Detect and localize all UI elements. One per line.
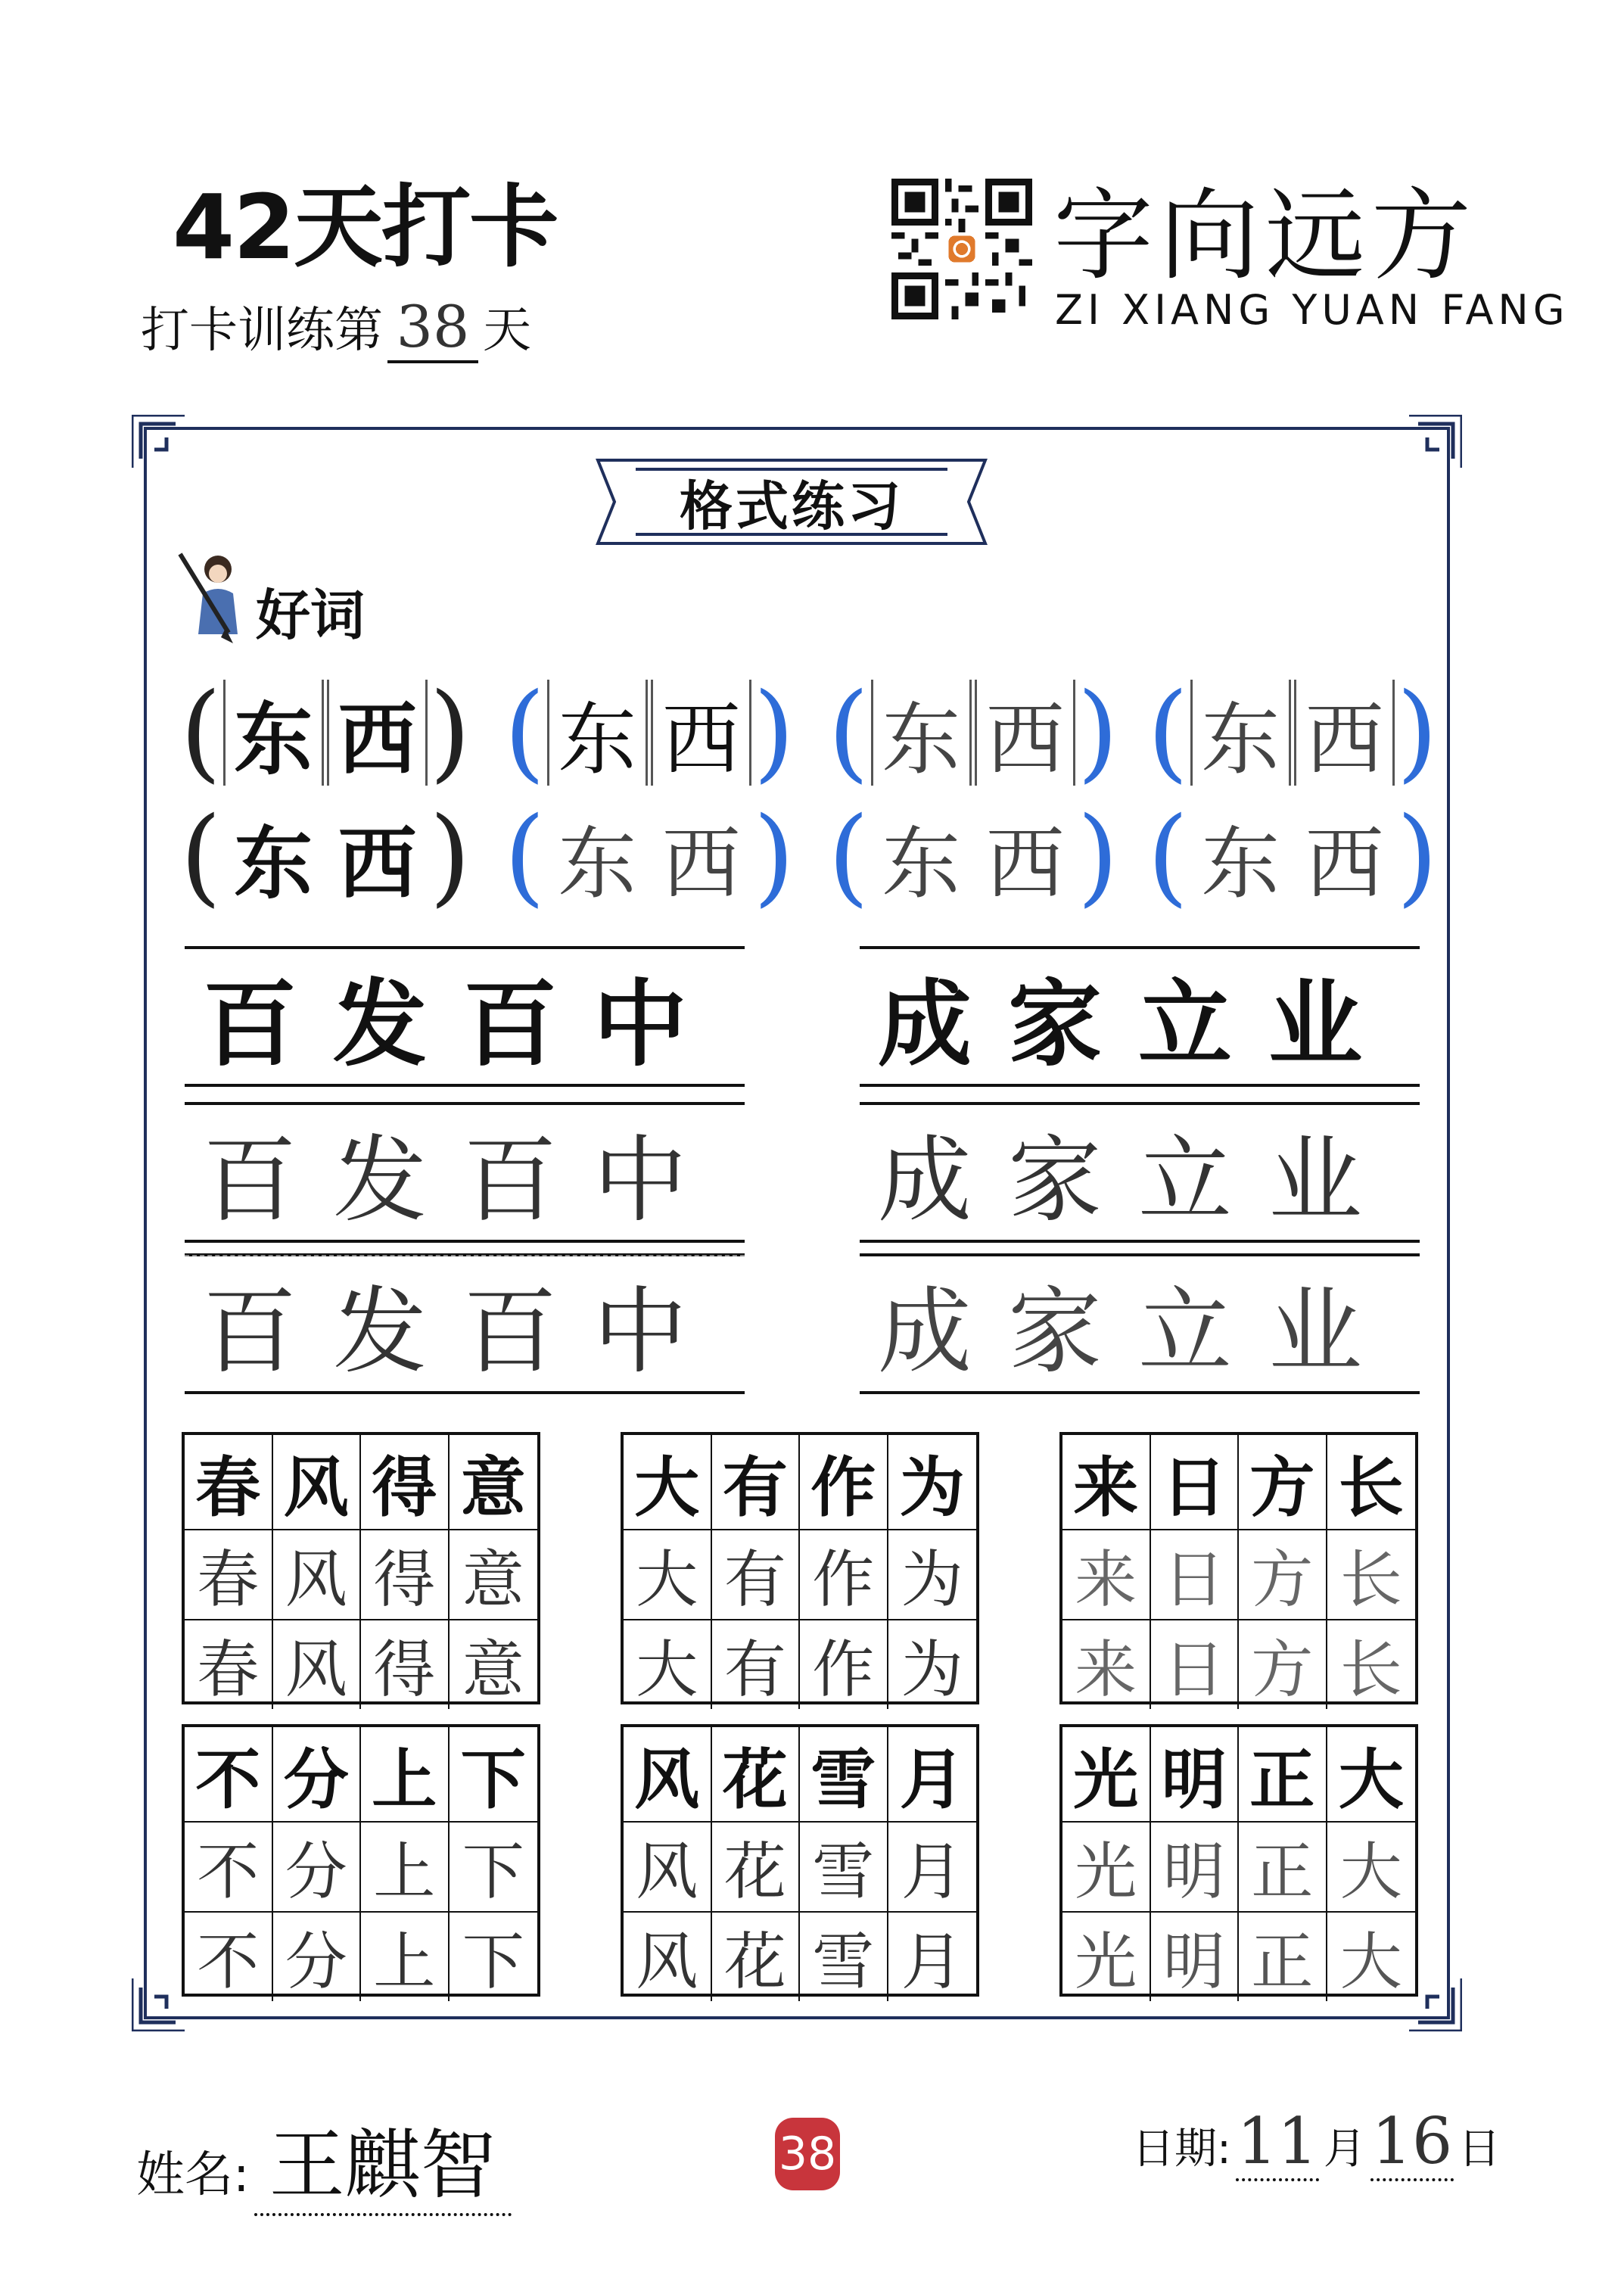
idiom-char: 发	[332, 970, 427, 1079]
paren-char: 西	[1305, 817, 1384, 910]
paren-char: 东	[1190, 680, 1291, 786]
grid-char: 有	[712, 1435, 801, 1530]
word-grid-5	[621, 1724, 979, 1997]
paren-word-practice-3: ( 东 西 )	[1147, 671, 1438, 794]
grid-char: 日	[1151, 1620, 1240, 1709]
grid-char: 不	[185, 1823, 273, 1913]
grid-char: 大	[1339, 1926, 1402, 1998]
idiom-char: 家	[1007, 970, 1102, 1079]
page-title: 42天打卡	[173, 175, 558, 279]
grid-char: 来	[1062, 1620, 1151, 1709]
paren-char: 东	[882, 817, 961, 910]
idiom-char: 中	[593, 1126, 687, 1235]
date-day: 16	[1370, 2104, 1454, 2181]
paren-char: 西	[985, 817, 1065, 910]
grid-char: 方	[1239, 1620, 1327, 1709]
grid-char: 方	[1239, 1435, 1327, 1530]
section-banner: 格式练习	[680, 475, 904, 537]
idiom-char: 家	[1007, 1126, 1102, 1235]
idiom-char: 百	[202, 1278, 297, 1387]
grid-char: 意	[450, 1435, 538, 1530]
paren-char: 东	[558, 817, 637, 910]
brand-subtitle: ZI XIANG YUAN FANG	[1055, 286, 1570, 334]
grid-char: 日	[1151, 1435, 1240, 1530]
section-label: 好词	[256, 584, 366, 647]
day-suffix-label: 日	[1458, 2125, 1501, 2174]
grid-char: 风	[624, 1727, 712, 1823]
idiom-char: 成	[877, 1278, 972, 1387]
paren-word-practice-2: ( 东 西 )	[828, 671, 1118, 794]
grid-char: 来	[1062, 1530, 1151, 1620]
paren-char: 东	[223, 680, 324, 786]
word-grid-3	[1059, 1432, 1418, 1704]
idiom-row-left-practice-2	[185, 1253, 745, 1394]
day-prefix: 打卡训练第	[141, 303, 383, 359]
grid-char: 得	[361, 1435, 450, 1530]
idiom-char: 家	[1007, 1278, 1102, 1387]
grid-char: 不	[185, 1727, 273, 1823]
grid-char: 风	[624, 1823, 712, 1913]
idiom-char: 业	[1268, 1278, 1362, 1387]
idiom-char: 百	[202, 1126, 297, 1235]
paren-char: 东	[234, 817, 313, 910]
calligrapher-icon	[173, 549, 256, 648]
grid-char: 分	[273, 1913, 362, 2001]
grid-char: 明	[1151, 1727, 1240, 1823]
grid-char: 有	[712, 1530, 801, 1620]
word-grid-6	[1059, 1724, 1418, 1997]
month-suffix: 月	[1323, 2125, 1366, 2174]
grid-char: 来	[1062, 1435, 1151, 1530]
grid-char: 为	[888, 1435, 977, 1530]
idiom-char: 业	[1268, 1126, 1362, 1235]
grid-char: 得	[361, 1620, 450, 1709]
grid-char: 光	[1062, 1727, 1151, 1823]
brand-logo-text: 字向远方	[1053, 178, 1477, 294]
grid-char: 光	[1062, 1913, 1151, 2001]
grid-char: 月	[888, 1727, 977, 1823]
grid-char: 上	[361, 1727, 450, 1823]
grid-char: 春	[185, 1435, 273, 1530]
grid-char: 大	[624, 1530, 712, 1620]
grid-char: 为	[901, 1634, 963, 1706]
paren-word-practice-5: ( 东 西 )	[828, 795, 1118, 918]
grid-char: 大	[1327, 1823, 1416, 1913]
paren-char: 西	[975, 680, 1075, 786]
day-counter	[141, 291, 531, 363]
paren-char: 西	[338, 817, 417, 910]
word-grid-4	[182, 1724, 540, 1997]
idiom-char: 成	[877, 970, 972, 1079]
date-month: 11	[1236, 2104, 1319, 2181]
grid-char: 为	[888, 1530, 977, 1620]
grid-char: 正	[1239, 1913, 1327, 2001]
grid-char: 作	[800, 1435, 888, 1530]
name-field	[136, 2104, 512, 2216]
grid-char: 风	[273, 1620, 362, 1709]
idiom-char: 立	[1137, 1126, 1232, 1235]
paren-word-practice-1: ( 东 西 )	[504, 671, 795, 794]
paren-word-practice-6: ( 东 西 )	[1147, 795, 1438, 918]
paren-char: 西	[651, 680, 751, 786]
paren-char: 西	[661, 817, 741, 910]
grid-char: 长	[1339, 1634, 1402, 1706]
paren-word-practice-4: ( 东 西 )	[504, 795, 795, 918]
idiom-row-left-model	[185, 946, 745, 1087]
grid-char: 光	[1062, 1823, 1151, 1913]
grid-char: 风	[273, 1530, 362, 1620]
idiom-char: 发	[332, 1126, 427, 1235]
day-suffix: 天	[483, 303, 531, 359]
grid-char: 花	[712, 1823, 801, 1913]
name-label: 姓名:	[136, 2147, 250, 2203]
grid-char: 明	[1151, 1913, 1240, 2001]
idiom-char: 中	[593, 970, 687, 1079]
grid-char: 大	[624, 1435, 712, 1530]
idiom-char: 发	[332, 1278, 427, 1387]
grid-char: 花	[712, 1727, 801, 1823]
qr-code-icon	[891, 179, 1032, 319]
grid-char: 意	[462, 1634, 524, 1706]
grid-char: 有	[712, 1620, 801, 1709]
paren-char: 东	[871, 680, 972, 786]
grid-char: 雪	[800, 1727, 888, 1823]
idiom-char: 百	[202, 970, 297, 1079]
idiom-char: 中	[593, 1278, 687, 1387]
grid-char: 春	[185, 1530, 273, 1620]
grid-char: 意	[450, 1530, 538, 1620]
paren-word-model-1: ( 东 西 )	[180, 671, 471, 794]
word-grid-2	[621, 1432, 979, 1704]
grid-char: 得	[361, 1530, 450, 1620]
word-grid-1	[182, 1432, 540, 1704]
grid-char: 月	[901, 1926, 963, 1998]
paren-char: 东	[1201, 817, 1280, 910]
name-value: 王麒智	[254, 2104, 512, 2216]
date-label: 日期:	[1132, 2125, 1231, 2174]
idiom-char: 百	[462, 1126, 557, 1235]
idiom-row-left-practice-1	[185, 1102, 745, 1243]
idiom-char: 业	[1268, 970, 1362, 1079]
grid-char: 作	[800, 1530, 888, 1620]
paren-char: 西	[1294, 680, 1395, 786]
grid-char: 月	[888, 1823, 977, 1913]
idiom-char: 成	[877, 1126, 972, 1235]
paren-char: 西	[327, 680, 428, 786]
grid-char: 雪	[800, 1823, 888, 1913]
idiom-row-right-model	[860, 946, 1420, 1087]
grid-char: 日	[1151, 1530, 1240, 1620]
grid-char: 下	[450, 1823, 538, 1913]
idiom-row-right-practice-2	[860, 1253, 1420, 1394]
grid-char: 上	[361, 1913, 450, 2001]
grid-char: 风	[624, 1913, 712, 2001]
idiom-char: 立	[1137, 1278, 1232, 1387]
grid-char: 下	[462, 1926, 524, 1998]
grid-char: 风	[273, 1435, 362, 1530]
grid-char: 长	[1327, 1530, 1416, 1620]
grid-char: 花	[712, 1913, 801, 2001]
grid-char: 方	[1239, 1530, 1327, 1620]
grid-char: 长	[1327, 1435, 1416, 1530]
grid-char: 大	[624, 1620, 712, 1709]
grid-char: 大	[1327, 1727, 1416, 1823]
idiom-char: 百	[462, 970, 557, 1079]
date-field	[1132, 2104, 1501, 2181]
day-value: 38	[387, 293, 478, 363]
grid-char: 作	[800, 1620, 888, 1709]
grid-char: 春	[185, 1620, 273, 1709]
idiom-char: 立	[1137, 970, 1232, 1079]
page-number-badge: 38	[775, 2118, 840, 2190]
idiom-char: 百	[462, 1278, 557, 1387]
grid-char: 分	[273, 1823, 362, 1913]
grid-char: 正	[1239, 1727, 1327, 1823]
grid-char: 上	[361, 1823, 450, 1913]
grid-char: 正	[1239, 1823, 1327, 1913]
grid-char: 下	[450, 1727, 538, 1823]
grid-char: 雪	[800, 1913, 888, 2001]
paren-word-model-2: ( 东 西 )	[180, 795, 471, 918]
idiom-row-right-practice-1	[860, 1102, 1420, 1243]
paren-char: 东	[547, 680, 648, 786]
grid-char: 明	[1151, 1823, 1240, 1913]
grid-char: 分	[273, 1727, 362, 1823]
grid-char: 不	[185, 1913, 273, 2001]
